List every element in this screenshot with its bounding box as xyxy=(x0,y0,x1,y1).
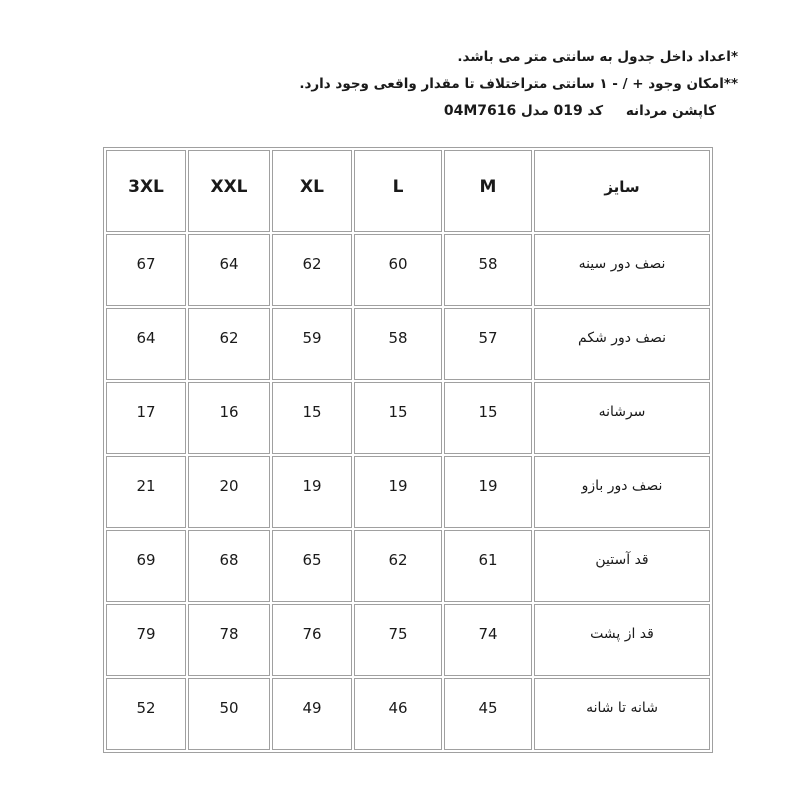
size-value-cell: 58 xyxy=(444,234,532,306)
size-value-cell: 15 xyxy=(272,382,352,454)
size-value-cell: 16 xyxy=(188,382,270,454)
size-table-header-l: L xyxy=(354,150,442,232)
size-value-cell: 57 xyxy=(444,308,532,380)
measurement-label: سرشانه xyxy=(534,382,710,454)
size-table-row xyxy=(106,382,710,454)
measurement-label: نصف دور سینه xyxy=(534,234,710,306)
size-table xyxy=(103,147,713,753)
size-value-cell: 52 xyxy=(106,678,186,750)
size-table-header-m: M xyxy=(444,150,532,232)
size-value-cell: 21 xyxy=(106,456,186,528)
size-value-cell: 78 xyxy=(188,604,270,676)
size-table-row xyxy=(106,678,710,750)
size-value-cell: 68 xyxy=(188,530,270,602)
size-table-header-3xl: 3XL xyxy=(106,150,186,232)
size-value-cell: 49 xyxy=(272,678,352,750)
product-code-value: 019 xyxy=(553,103,583,119)
notes-block xyxy=(299,44,738,125)
size-value-cell: 76 xyxy=(272,604,352,676)
size-value-cell: 74 xyxy=(444,604,532,676)
size-value-cell: 75 xyxy=(354,604,442,676)
size-table-header-xxl: XXL xyxy=(188,150,270,232)
size-value-cell: 15 xyxy=(354,382,442,454)
product-name: کاپشن مردانه xyxy=(625,103,716,119)
product-model-value: 04M7616 xyxy=(443,103,517,119)
size-table-header-xl: XL xyxy=(272,150,352,232)
size-value-cell: 19 xyxy=(354,456,442,528)
size-value-cell: 62 xyxy=(272,234,352,306)
size-table-row xyxy=(106,530,710,602)
measurement-label: نصف دور بازو xyxy=(534,456,710,528)
measurement-label: قد آستین xyxy=(534,530,710,602)
size-value-cell: 15 xyxy=(444,382,532,454)
size-value-cell: 59 xyxy=(272,308,352,380)
size-value-cell: 61 xyxy=(444,530,532,602)
size-value-cell: 62 xyxy=(354,530,442,602)
size-value-cell: 17 xyxy=(106,382,186,454)
size-value-cell: 65 xyxy=(272,530,352,602)
size-value-cell: 60 xyxy=(354,234,442,306)
size-value-cell: 69 xyxy=(106,530,186,602)
size-table-row xyxy=(106,604,710,676)
size-value-cell: 62 xyxy=(188,308,270,380)
size-value-cell: 19 xyxy=(272,456,352,528)
product-model-label: مدل xyxy=(520,103,549,119)
size-value-cell: 64 xyxy=(106,308,186,380)
size-table-row xyxy=(106,456,710,528)
product-info-line xyxy=(299,98,738,125)
size-table-header-size: سایز xyxy=(534,150,710,232)
size-table-header-row xyxy=(106,150,710,232)
size-table-row xyxy=(106,308,710,380)
note-tolerance: **امکان وجود + / - ۱ سانتی متراختلاف تا مقدار واقعی وجود دارد. xyxy=(299,76,738,92)
size-value-cell: 46 xyxy=(354,678,442,750)
size-value-cell: 64 xyxy=(188,234,270,306)
measurement-label: قد از پشت xyxy=(534,604,710,676)
size-value-cell: 67 xyxy=(106,234,186,306)
size-value-cell: 19 xyxy=(444,456,532,528)
note-units: *اعداد داخل جدول به سانتی متر می باشد. xyxy=(457,49,738,65)
size-value-cell: 50 xyxy=(188,678,270,750)
measurement-label: نصف دور شکم xyxy=(534,308,710,380)
size-value-cell: 79 xyxy=(106,604,186,676)
size-table-row xyxy=(106,234,710,306)
size-value-cell: 45 xyxy=(444,678,532,750)
size-value-cell: 58 xyxy=(354,308,442,380)
size-value-cell: 20 xyxy=(188,456,270,528)
product-code-label: کد xyxy=(587,103,604,119)
measurement-label: شانه تا شانه xyxy=(534,678,710,750)
size-table-body xyxy=(106,234,710,750)
